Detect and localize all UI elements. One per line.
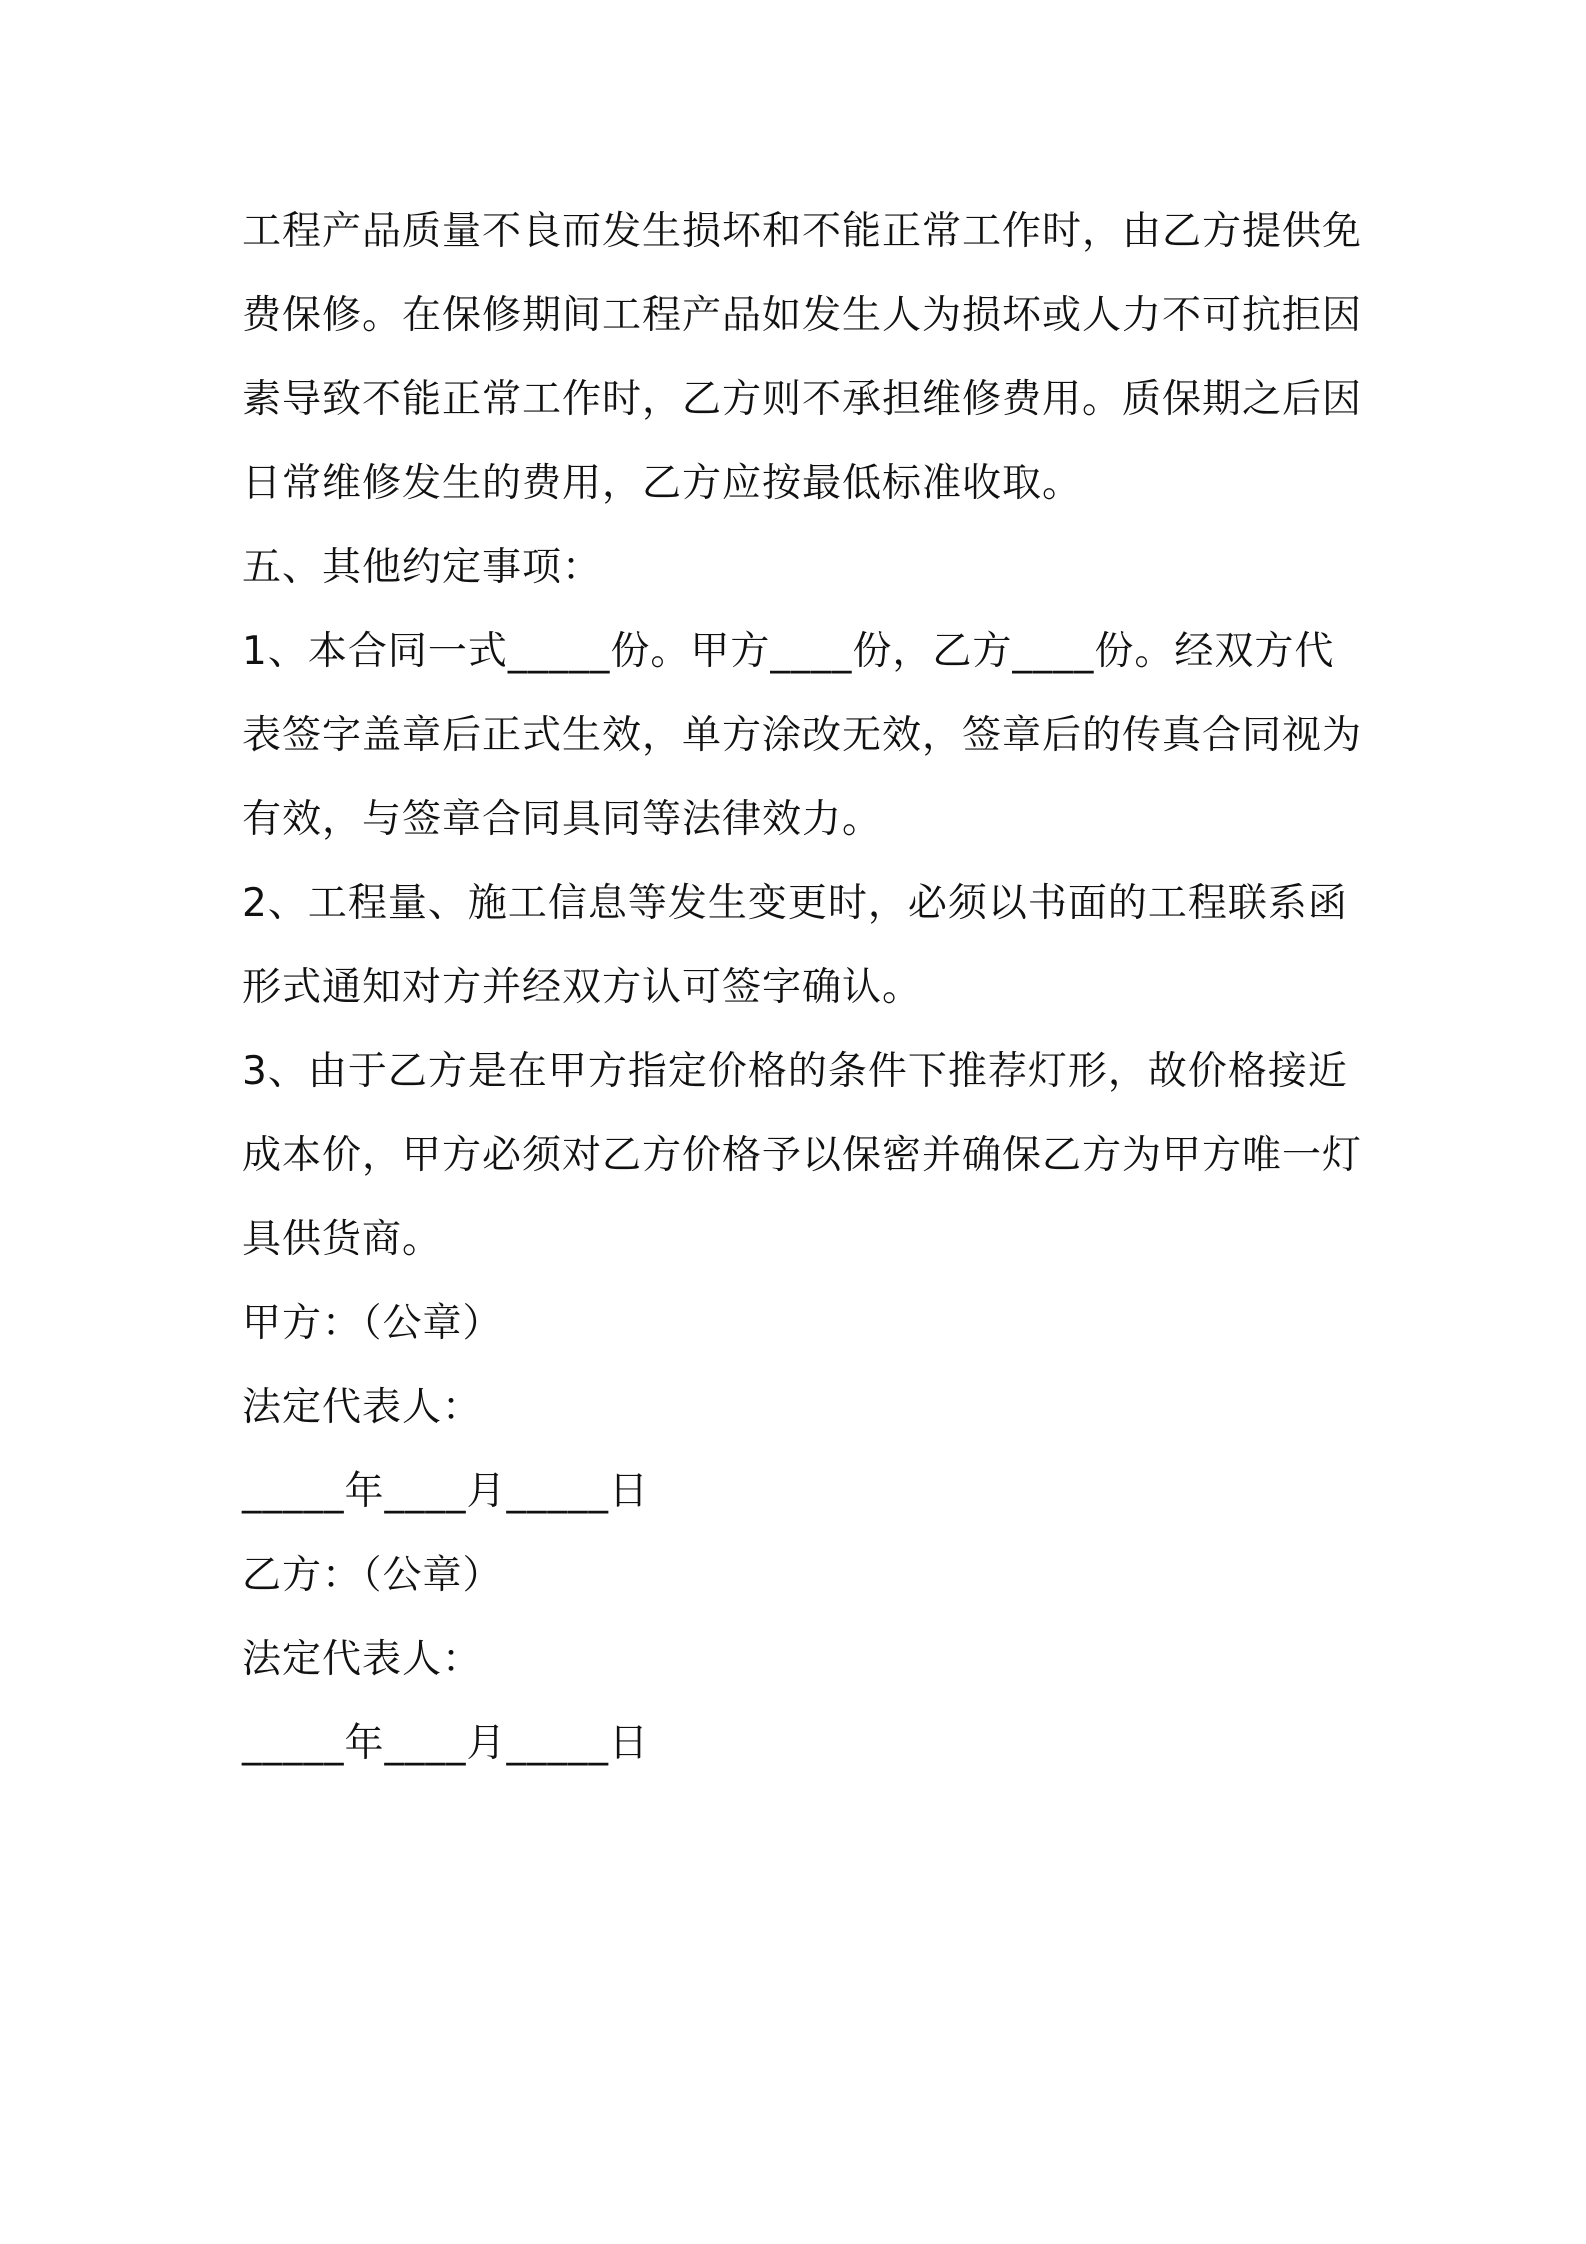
clause-3-line-2: 成本价，甲方必须对乙方价格予以保密并确保乙方为甲方唯一灯 xyxy=(242,1133,1363,1178)
warranty-paragraph-line-1: 工程产品质量不良而发生损坏和不能正常工作时，由乙方提供免 xyxy=(242,209,1363,254)
clause-2-line-2: 形式通知对方并经双方认可签字确认。 xyxy=(242,965,923,1010)
party-a-date-line: _____年____月_____日 xyxy=(242,1469,650,1514)
warranty-paragraph-line-3: 素导致不能正常工作时，乙方则不承担维修费用。质保期之后因 xyxy=(242,377,1363,422)
clause-1-line-2: 表签字盖章后正式生效，单方涂改无效，签章后的传真合同视为 xyxy=(242,713,1363,758)
clause-1-line-3: 有效，与签章合同具同等法律效力。 xyxy=(242,797,883,842)
party-b-date-line: _____年____月_____日 xyxy=(242,1721,650,1766)
warranty-paragraph-line-4: 日常维修发生的费用，乙方应按最低标准收取。 xyxy=(242,461,1083,506)
clause-2-line-1: 2、工程量、施工信息等发生变更时，必须以书面的工程联系函 xyxy=(242,881,1348,926)
clause-3-line-3: 具供货商。 xyxy=(242,1217,443,1262)
party-a-seal-label: 甲方：（公章） xyxy=(242,1301,503,1346)
party-a-legal-representative-label: 法定代表人： xyxy=(242,1385,483,1430)
section-heading-other-terms: 五、其他约定事项： xyxy=(242,545,603,590)
party-b-legal-representative-label: 法定代表人： xyxy=(242,1637,483,1682)
document-body xyxy=(242,190,1362,1786)
warranty-paragraph-line-2: 费保修。在保修期间工程产品如发生人为损坏或人力不可抗拒因 xyxy=(242,293,1363,338)
clause-1-line-1: 1、本合同一式_____份。甲方____份，乙方____份。经双方代 xyxy=(242,629,1335,674)
clause-3-line-1: 3、由于乙方是在甲方指定价格的条件下推荐灯形，故价格接近 xyxy=(242,1049,1348,1094)
party-b-seal-label: 乙方：（公章） xyxy=(242,1553,503,1598)
